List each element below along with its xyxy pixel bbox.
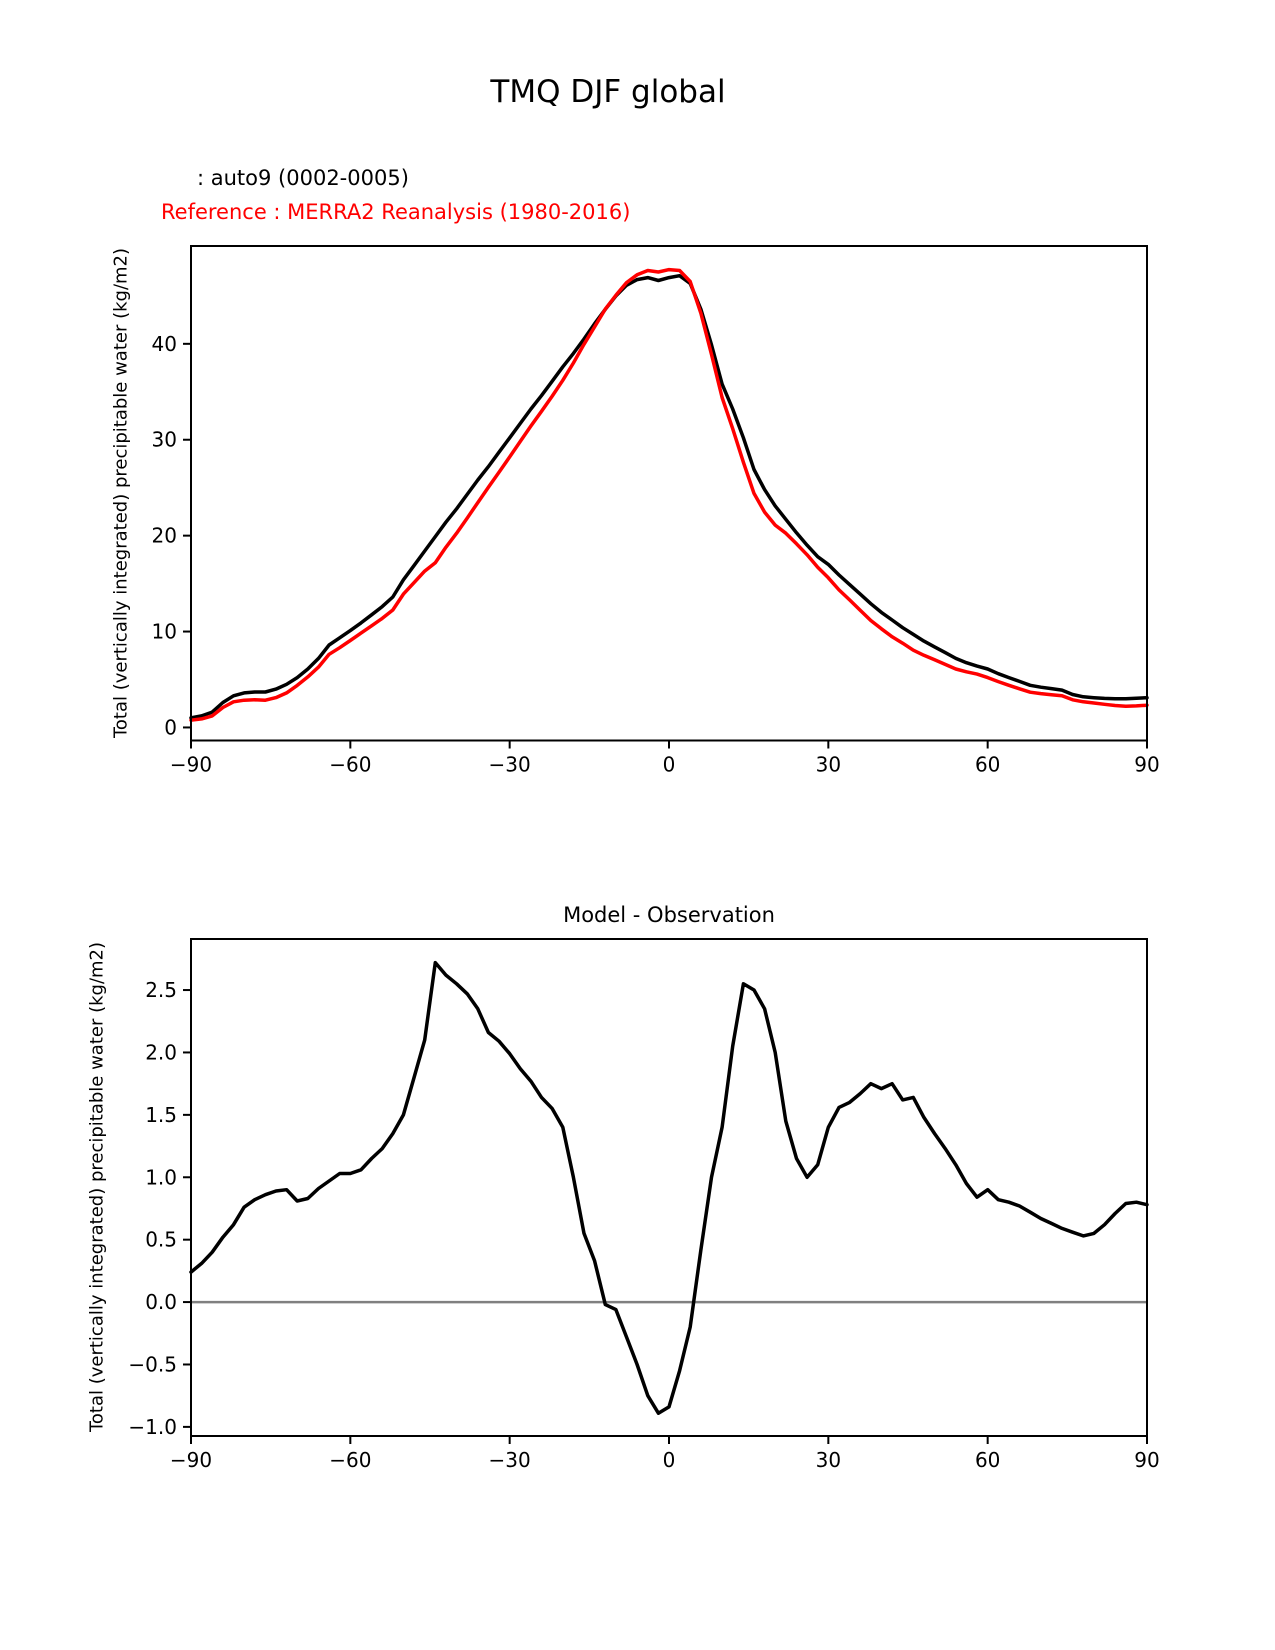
bottom-x-tick-label: −90 [169, 1448, 213, 1472]
bottom-y-tick-label: 1.0 [145, 1165, 177, 1190]
bottom-y-tick-label: −0.5 [128, 1352, 177, 1377]
top-y-tick-label: 30 [151, 427, 177, 452]
top-x-tick-label: 30 [815, 752, 842, 777]
top-x-tick-label: −30 [488, 752, 531, 777]
legend-reference-label: Reference : MERRA2 Reanalysis (1980-2016) [161, 200, 631, 224]
top-x-tick-label: −90 [169, 752, 213, 777]
bottom-x-tick-label: 30 [815, 1448, 842, 1472]
top-x-tick-label: −60 [329, 752, 372, 777]
bottom-line-model-observation [191, 963, 1147, 1414]
top-y-tick-label: 40 [151, 331, 177, 356]
top-y-tick-label: 0 [164, 715, 177, 740]
bottom-panel-title: Model - Observation [563, 903, 775, 927]
top-x-tick-label: 60 [974, 752, 1001, 777]
top-y-tick-label: 20 [151, 523, 177, 548]
bottom-y-tick-label: 1.5 [145, 1102, 177, 1127]
bottom-x-tick-label: −30 [488, 1448, 531, 1472]
bottom-y-tick-label: −1.0 [128, 1414, 177, 1439]
bottom-y-tick-label: 2.5 [145, 978, 177, 1003]
bottom-frame [191, 939, 1147, 1436]
top-x-tick-label: 90 [1134, 752, 1160, 777]
top-frame [191, 246, 1147, 741]
bottom-y-tick-label: 0.5 [145, 1227, 177, 1252]
bottom-x-tick-label: −60 [329, 1448, 372, 1472]
bottom-x-tick-label: 60 [974, 1448, 1001, 1472]
bottom-y-axis-label: Total (vertically integrated) precipitable water (kg/m2) [86, 941, 108, 1433]
bottom-y-tick-label: 2.0 [145, 1040, 177, 1065]
bottom-x-tick-label: 0 [662, 1448, 676, 1472]
top-x-tick-label: 0 [662, 752, 676, 777]
top-y-tick-label: 10 [151, 619, 177, 644]
top-y-axis-label: Total (vertically integrated) precipitable water (kg/m2) [110, 247, 132, 739]
top-line-merra2-reanalysis-1980-2016 [191, 270, 1147, 721]
bottom-x-tick-label: 90 [1134, 1448, 1160, 1472]
legend-model-label: : auto9 (0002-0005) [197, 166, 409, 190]
bottom-y-tick-label: 0.0 [145, 1290, 177, 1315]
figure-title: TMQ DJF global [490, 74, 726, 110]
